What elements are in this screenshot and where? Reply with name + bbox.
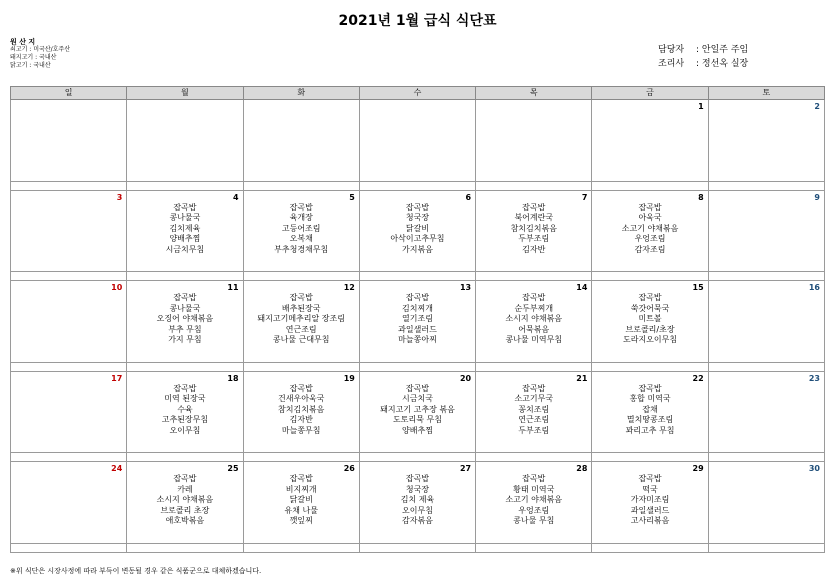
weekday-header: 금 xyxy=(592,87,708,100)
menu-item: 잡곡밥 xyxy=(289,474,313,484)
menu-item: 참치김치볶음 xyxy=(510,223,557,233)
menu-item: 육개장 xyxy=(289,213,313,223)
menu-item: 감자볶음 xyxy=(402,516,433,526)
spacer-cell xyxy=(708,272,824,281)
day-number: 29 xyxy=(692,464,704,474)
staff-name: : 안일주 주임 xyxy=(696,45,749,55)
week-spacer-row xyxy=(11,543,825,552)
menu-item: 꽁치조림 xyxy=(518,404,550,414)
menu-item: 깻잎찌 xyxy=(289,516,313,526)
menu-list xyxy=(476,281,591,346)
menu-item: 두부조림 xyxy=(518,425,550,435)
menu-list xyxy=(592,100,707,112)
menu-item: 연근조림 xyxy=(285,324,317,334)
day-number: 27 xyxy=(459,464,472,474)
day-number: 17 xyxy=(111,373,123,383)
day-cell xyxy=(708,462,824,544)
day-number: 12 xyxy=(343,283,355,293)
day-cell xyxy=(127,100,243,182)
day-cell xyxy=(11,462,127,544)
menu-list xyxy=(244,100,359,112)
day-number: 10 xyxy=(111,283,123,293)
staff-name: : 정선옥 실장 xyxy=(696,59,749,69)
day-cell xyxy=(359,190,475,272)
menu-item: 도토리묵 무침 xyxy=(393,415,442,425)
day-cell xyxy=(476,100,592,182)
day-cell xyxy=(359,462,475,544)
staff-role: 조리사 xyxy=(658,59,685,69)
menu-item: 콩나물국 xyxy=(169,213,201,223)
menu-item: 수육 xyxy=(177,404,193,414)
menu-item: 참치김치볶음 xyxy=(278,404,325,414)
day-cell xyxy=(476,190,592,272)
staff-info xyxy=(658,43,748,71)
day-cell xyxy=(476,462,592,544)
menu-item: 잡곡밥 xyxy=(522,474,546,484)
menu-item: 고추된장무침 xyxy=(161,415,209,425)
menu-list xyxy=(360,191,475,256)
menu-item: 우엉조림 xyxy=(634,234,666,244)
menu-list xyxy=(476,191,591,256)
spacer-cell xyxy=(359,453,475,462)
footnote: ※위 식단은 시장사정에 따라 부득이 변동될 경우 같은 식품군으로 대체하겠습니다. xyxy=(10,567,262,575)
day-cell xyxy=(243,100,359,182)
menu-list xyxy=(11,281,126,293)
menu-list xyxy=(11,191,126,203)
day-number: 19 xyxy=(343,373,355,383)
menu-list xyxy=(11,100,126,112)
day-cell xyxy=(592,371,708,453)
menu-item: 돼지고기메추리알 장조림 xyxy=(257,314,345,324)
day-cell xyxy=(243,281,359,363)
spacer-cell xyxy=(708,181,824,190)
menu-item: 도라지오이무침 xyxy=(622,335,678,345)
spacer-cell xyxy=(11,362,127,371)
day-cell xyxy=(708,190,824,272)
weekday-header: 목 xyxy=(476,87,592,100)
spacer-cell xyxy=(11,272,127,281)
day-cell xyxy=(359,371,475,453)
day-cell xyxy=(11,100,127,182)
menu-list xyxy=(476,462,591,527)
weekday-header-row xyxy=(11,87,825,100)
menu-item: 꽈리고추 무침 xyxy=(625,425,675,435)
spacer-cell xyxy=(476,453,592,462)
menu-list xyxy=(709,100,824,112)
spacer-cell xyxy=(243,453,359,462)
menu-item: 잡채 xyxy=(642,404,658,414)
menu-list xyxy=(592,462,707,527)
page-title: 2021년 1월 급식 식단표 xyxy=(338,13,497,29)
menu-list xyxy=(476,372,591,437)
day-cell xyxy=(359,281,475,363)
menu-item: 김치찌개 xyxy=(402,303,433,313)
menu-item: 돼지고기 고추장 볶음 xyxy=(380,404,455,414)
weekday-header: 화 xyxy=(243,87,359,100)
spacer-cell xyxy=(476,362,592,371)
day-number: 8 xyxy=(698,192,704,202)
day-cell xyxy=(592,462,708,544)
day-number: 6 xyxy=(465,192,472,202)
day-cell xyxy=(11,371,127,453)
menu-item: 닭갈비 xyxy=(405,223,430,233)
spacer-cell xyxy=(127,272,243,281)
menu-item: 가자미조림 xyxy=(630,495,670,505)
menu-item: 아삭이고추무침 xyxy=(390,234,445,244)
menu-list xyxy=(127,281,242,346)
staff-manager xyxy=(658,43,748,57)
week-row xyxy=(11,371,825,453)
menu-item: 오이무침 xyxy=(169,425,201,435)
menu-item: 시금치무침 xyxy=(165,244,205,254)
menu-list xyxy=(127,372,242,437)
menu-item: 비지찌개 xyxy=(285,484,317,494)
menu-item: 소시지 야채볶음 xyxy=(156,495,214,505)
origin-heading: 원 산 지 xyxy=(10,38,36,46)
day-number: 4 xyxy=(232,192,239,202)
menu-list xyxy=(244,462,359,527)
spacer-cell xyxy=(359,543,475,552)
day-cell xyxy=(127,462,243,544)
menu-item: 콩나물국 xyxy=(169,303,201,313)
menu-item: 소고기무국 xyxy=(514,394,554,404)
menu-item: 고등어조림 xyxy=(281,223,321,233)
menu-list xyxy=(592,281,707,346)
menu-item: 잡곡밥 xyxy=(638,474,662,484)
day-number: 11 xyxy=(227,283,239,293)
menu-list xyxy=(709,191,824,203)
week-spacer-row xyxy=(11,453,825,462)
menu-item: 잡곡밥 xyxy=(638,383,662,393)
day-number: 2 xyxy=(814,102,820,112)
menu-list xyxy=(709,462,824,474)
menu-item: 황태 미역국 xyxy=(513,484,555,494)
day-number: 24 xyxy=(111,464,123,474)
menu-item: 청국장 xyxy=(405,213,430,223)
menu-list xyxy=(244,191,359,256)
menu-item: 잡곡밥 xyxy=(405,383,430,393)
menu-list xyxy=(127,191,242,256)
menu-item: 소시지 야채볶음 xyxy=(505,314,563,324)
menu-item: 아욱국 xyxy=(638,213,662,223)
day-cell xyxy=(127,371,243,453)
spacer-cell xyxy=(592,362,708,371)
day-cell xyxy=(243,190,359,272)
menu-item: 잡곡밥 xyxy=(522,293,546,303)
origin-line: 닭고기 : 국내산 xyxy=(10,62,51,69)
day-number: 16 xyxy=(808,283,820,293)
menu-item: 과일샐러드 xyxy=(398,324,437,334)
menu-item: 열기조림 xyxy=(402,314,433,324)
menu-list xyxy=(127,462,242,527)
menu-item: 어묵볶음 xyxy=(518,324,550,334)
menu-list xyxy=(709,281,824,293)
week-row xyxy=(11,462,825,544)
day-number: 14 xyxy=(576,283,588,293)
menu-item: 감자조림 xyxy=(634,244,666,254)
menu-list xyxy=(244,281,359,346)
spacer-cell xyxy=(11,453,127,462)
day-cell xyxy=(127,190,243,272)
spacer-cell xyxy=(243,181,359,190)
menu-item: 잡곡밥 xyxy=(638,202,662,212)
menu-item: 순두부찌개 xyxy=(514,303,554,313)
menu-item: 잡곡밥 xyxy=(289,202,313,212)
menu-item: 마늘쫑아찌 xyxy=(398,335,437,345)
spacer-cell xyxy=(476,272,592,281)
spacer-cell xyxy=(243,272,359,281)
menu-item: 소고기 야채볶음 xyxy=(505,495,563,505)
week-row xyxy=(11,190,825,272)
menu-item: 시금치국 xyxy=(402,394,433,404)
menu-item: 가지볶음 xyxy=(402,244,433,254)
menu-item: 두부조림 xyxy=(518,234,550,244)
menu-item: 잡곡밥 xyxy=(638,293,662,303)
menu-item: 고사리볶음 xyxy=(630,516,670,526)
menu-item: 오복채 xyxy=(289,234,313,244)
spacer-cell xyxy=(708,543,824,552)
day-cell xyxy=(476,281,592,363)
day-number: 18 xyxy=(227,373,239,383)
weekday-header: 토 xyxy=(708,87,824,100)
menu-item: 홍합 미역국 xyxy=(629,394,671,404)
day-number: 23 xyxy=(808,373,820,383)
menu-list xyxy=(476,100,591,112)
menu-item: 잡곡밥 xyxy=(173,383,197,393)
day-cell xyxy=(476,371,592,453)
day-cell xyxy=(11,281,127,363)
spacer-cell xyxy=(359,181,475,190)
menu-item: 잡곡밥 xyxy=(173,202,197,212)
day-number: 3 xyxy=(116,192,123,202)
menu-calendar xyxy=(10,86,825,553)
day-number: 9 xyxy=(814,192,820,202)
menu-item: 김치 제육 xyxy=(400,495,435,505)
menu-item: 콩나물 미역무침 xyxy=(505,335,563,345)
day-cell xyxy=(592,190,708,272)
menu-item: 김치제육 xyxy=(169,223,201,233)
menu-item: 쑥갓어묵국 xyxy=(630,303,670,313)
staff-cook xyxy=(658,57,748,71)
week-spacer-row xyxy=(11,181,825,190)
menu-item: 소고기 야채볶음 xyxy=(621,223,679,233)
menu-item: 북어계란국 xyxy=(514,213,554,223)
menu-item: 잡곡밥 xyxy=(173,293,197,303)
spacer-cell xyxy=(708,453,824,462)
day-number: 22 xyxy=(692,373,704,383)
menu-item: 멸치땅콩조림 xyxy=(626,415,674,425)
menu-list xyxy=(360,281,475,346)
menu-item: 잡곡밥 xyxy=(522,383,546,393)
week-spacer-row xyxy=(11,272,825,281)
day-number: 13 xyxy=(459,283,472,293)
week-row xyxy=(11,281,825,363)
menu-item: 떡국 xyxy=(642,484,658,494)
menu-item: 배추된장국 xyxy=(281,303,321,313)
menu-item: 김자반 xyxy=(522,244,546,254)
menu-item: 김자반 xyxy=(289,415,313,425)
menu-item: 연근조림 xyxy=(518,415,550,425)
menu-item: 우엉조림 xyxy=(518,505,550,515)
spacer-cell xyxy=(359,362,475,371)
week-row xyxy=(11,100,825,182)
menu-item: 카레 xyxy=(177,484,193,494)
day-cell xyxy=(359,100,475,182)
menu-item: 잡곡밥 xyxy=(522,202,546,212)
menu-item: 콩나물 무침 xyxy=(513,516,555,526)
menu-item: 오이무침 xyxy=(402,505,433,515)
menu-item: 마늘쫑무침 xyxy=(281,425,321,435)
menu-item: 부추 무침 xyxy=(168,324,202,334)
menu-list xyxy=(709,372,824,384)
spacer-cell xyxy=(592,543,708,552)
menu-list xyxy=(360,462,475,527)
spacer-cell xyxy=(243,362,359,371)
menu-item: 잡곡밥 xyxy=(405,202,430,212)
origin-line: 쇠고기 : 미국산/호주산 xyxy=(10,46,71,53)
staff-role: 담당자 xyxy=(658,45,685,55)
week-spacer-row xyxy=(11,362,825,371)
day-number: 21 xyxy=(576,373,588,383)
menu-list xyxy=(11,372,126,384)
menu-item: 콩나물 근대무침 xyxy=(272,335,330,345)
menu-list xyxy=(11,462,126,474)
menu-item: 잡곡밥 xyxy=(405,293,430,303)
day-cell xyxy=(708,100,824,182)
weekday-header: 수 xyxy=(359,87,475,100)
menu-list xyxy=(592,191,707,256)
day-number: 7 xyxy=(581,192,588,202)
menu-item: 가지 무침 xyxy=(168,335,202,345)
menu-item: 미역 된장국 xyxy=(164,394,206,404)
spacer-cell xyxy=(127,453,243,462)
spacer-cell xyxy=(127,543,243,552)
spacer-cell xyxy=(476,543,592,552)
spacer-cell xyxy=(708,362,824,371)
menu-item: 닭갈비 xyxy=(289,495,313,505)
spacer-cell xyxy=(243,543,359,552)
menu-item: 오징어 야채볶음 xyxy=(156,314,214,324)
menu-item: 부추청경채무침 xyxy=(274,244,329,254)
day-number: 5 xyxy=(349,192,355,202)
day-number: 30 xyxy=(808,464,820,474)
day-cell xyxy=(243,462,359,544)
spacer-cell xyxy=(359,272,475,281)
weekday-header: 월 xyxy=(127,87,243,100)
day-cell xyxy=(708,371,824,453)
spacer-cell xyxy=(592,181,708,190)
menu-item: 잡곡밥 xyxy=(289,293,313,303)
spacer-cell xyxy=(476,181,592,190)
menu-list xyxy=(360,100,475,112)
menu-list xyxy=(592,372,707,437)
day-number: 15 xyxy=(692,283,704,293)
menu-list xyxy=(244,372,359,437)
menu-item: 유채 나물 xyxy=(284,505,318,515)
day-number: 1 xyxy=(698,102,704,112)
weekday-header: 일 xyxy=(11,87,127,100)
day-number: 28 xyxy=(576,464,588,474)
day-cell xyxy=(11,190,127,272)
menu-item: 브로콜리/초장 xyxy=(625,324,675,334)
menu-list xyxy=(127,100,242,112)
spacer-cell xyxy=(127,181,243,190)
menu-item: 양배추찜 xyxy=(402,425,433,435)
spacer-cell xyxy=(11,181,127,190)
day-cell xyxy=(243,371,359,453)
menu-item: 청국장 xyxy=(405,484,430,494)
menu-list xyxy=(360,372,475,437)
menu-item: 애호박볶음 xyxy=(165,516,205,526)
spacer-cell xyxy=(592,453,708,462)
menu-item: 과일샐러드 xyxy=(630,505,670,515)
day-number: 25 xyxy=(227,464,239,474)
spacer-cell xyxy=(127,362,243,371)
day-cell xyxy=(127,281,243,363)
menu-item: 브로콜리 초장 xyxy=(160,505,210,515)
spacer-cell xyxy=(11,543,127,552)
day-cell xyxy=(592,281,708,363)
day-number: 20 xyxy=(459,373,472,383)
day-cell xyxy=(708,281,824,363)
menu-item: 잡곡밥 xyxy=(289,383,313,393)
menu-item: 양배추찜 xyxy=(169,234,201,244)
spacer-cell xyxy=(592,272,708,281)
menu-item: 잡곡밥 xyxy=(405,474,430,484)
origin-info xyxy=(10,38,70,70)
menu-item: 미트볼 xyxy=(638,314,662,324)
menu-item: 잡곡밥 xyxy=(173,474,197,484)
menu-item: 건새우아욱국 xyxy=(278,394,325,404)
origin-line: 돼지고기 : 국내산 xyxy=(10,54,57,61)
day-cell xyxy=(592,100,708,182)
day-number: 26 xyxy=(343,464,355,474)
